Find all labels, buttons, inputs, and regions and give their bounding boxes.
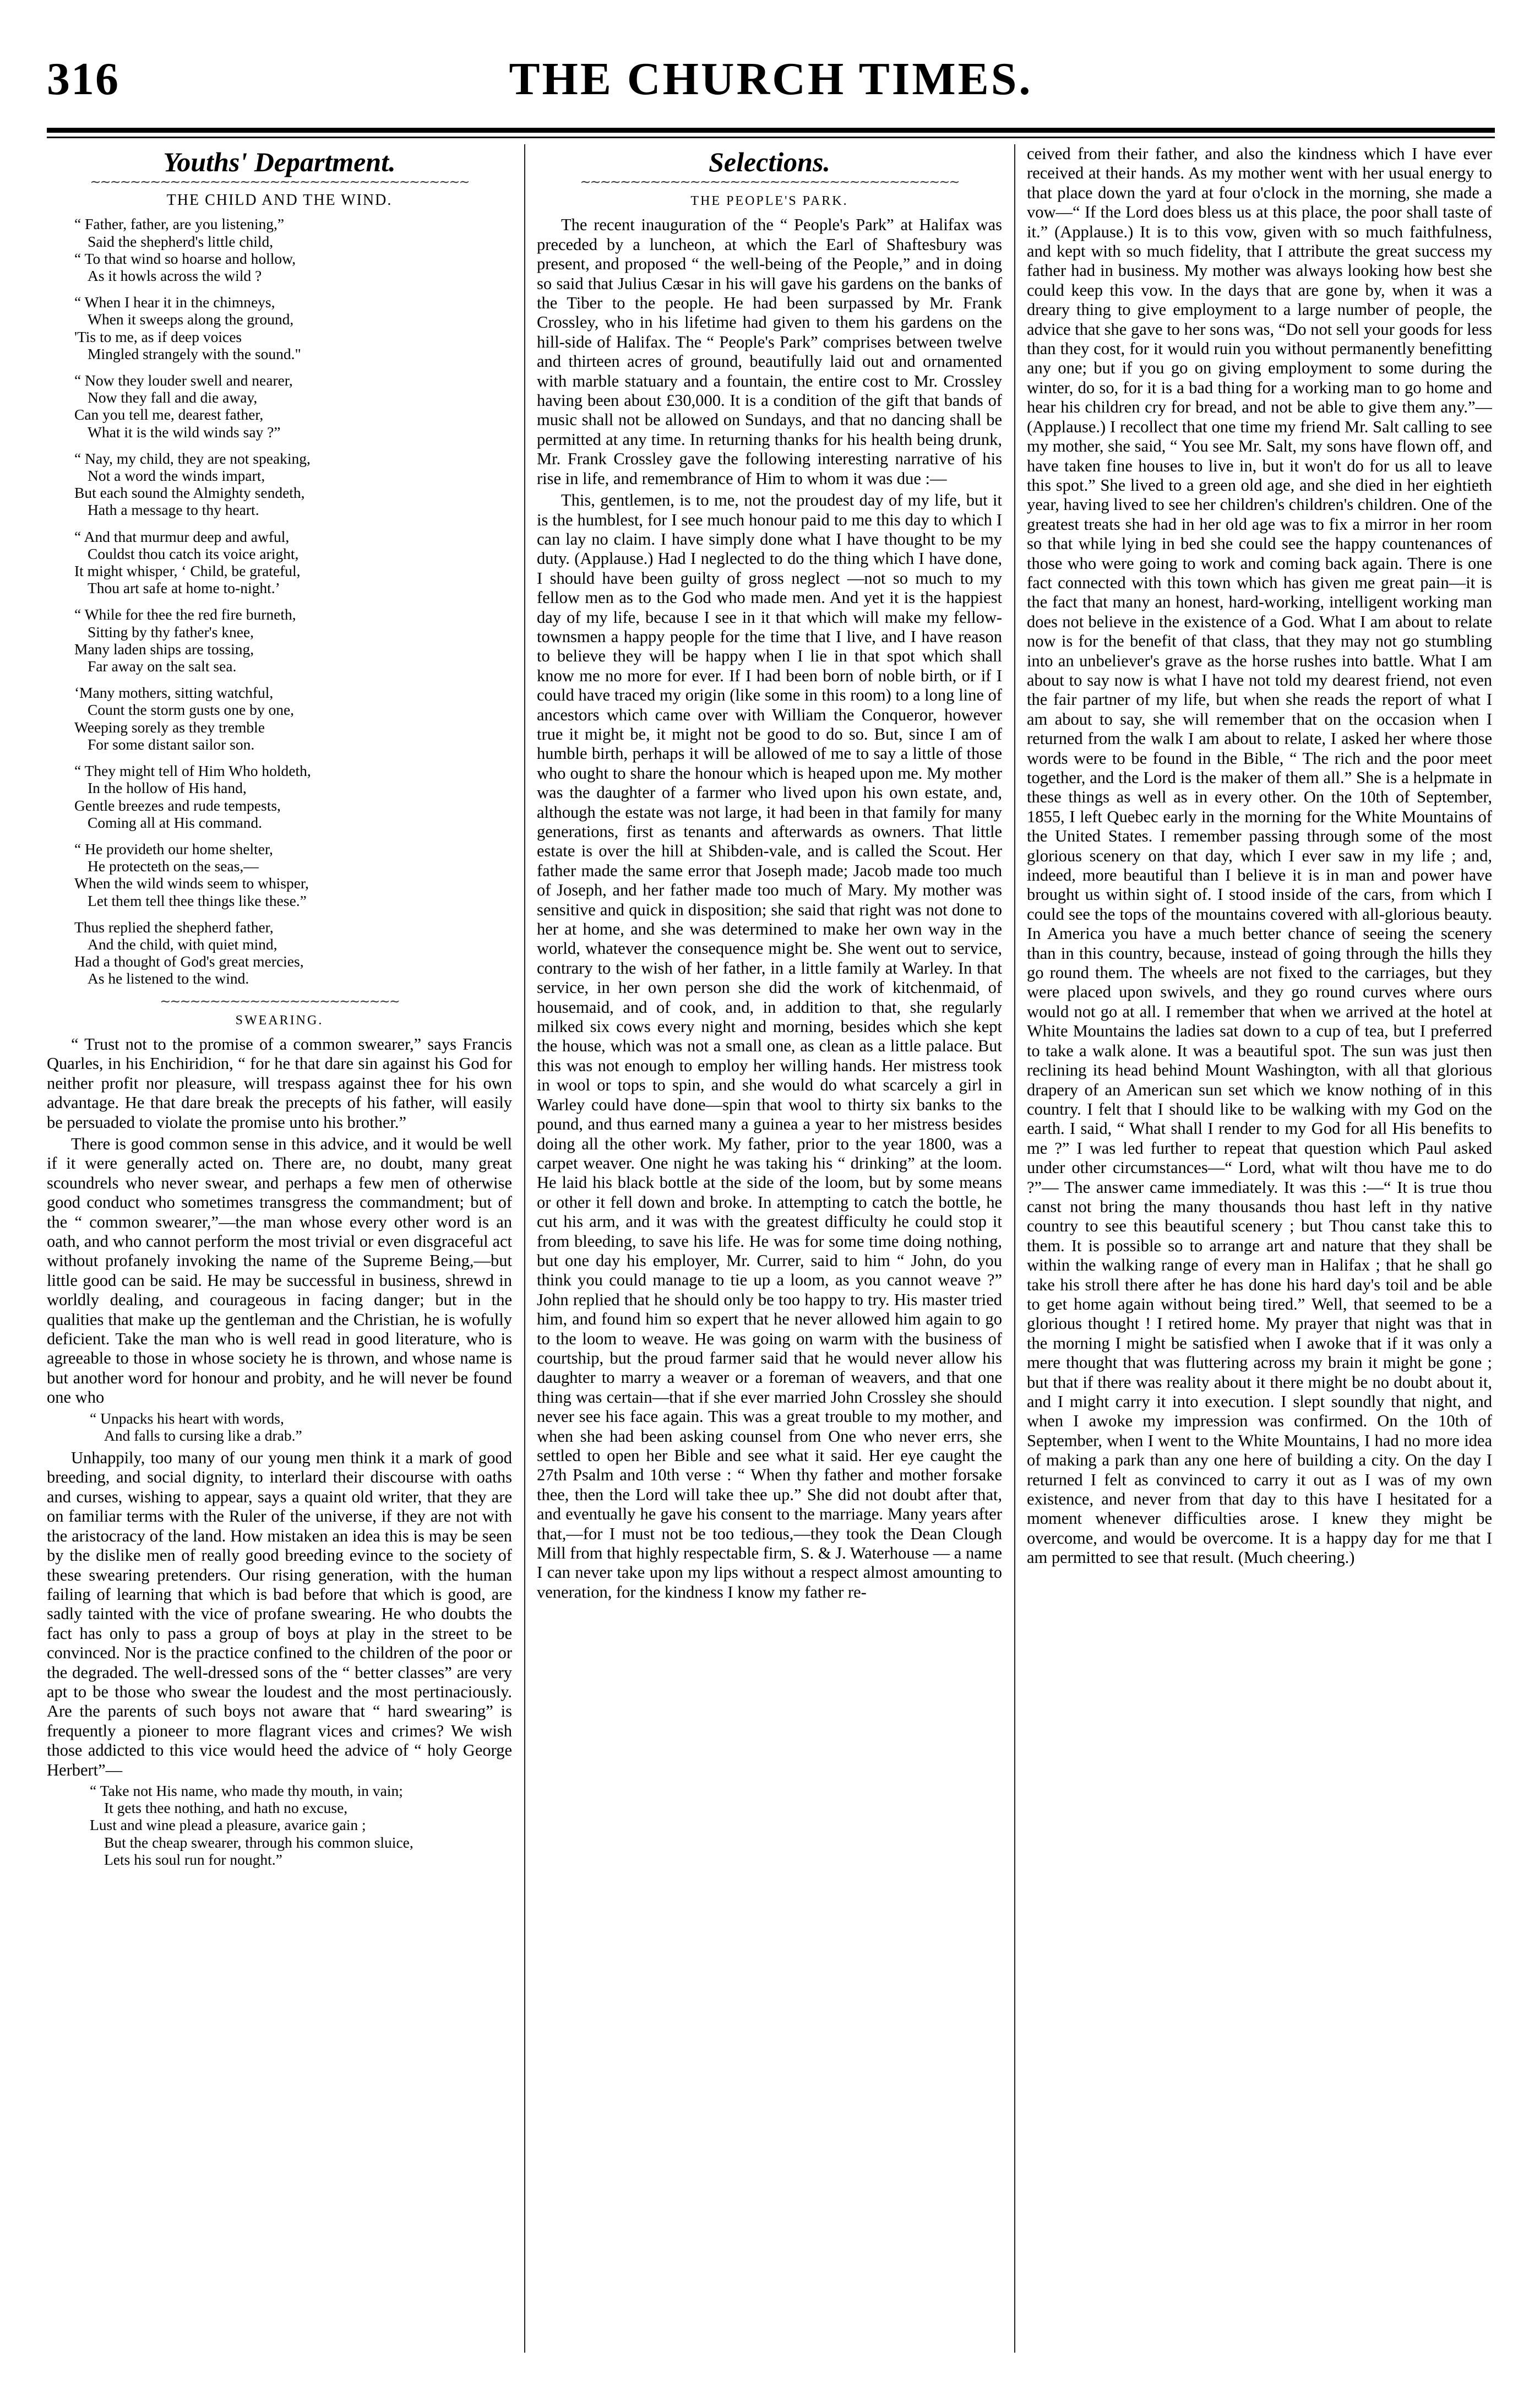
poem-line: Many laden ships are tossing, (74, 640, 254, 658)
quote-line: Lust and wine plead a pleasure, avarice gain ; (90, 1816, 366, 1834)
poem-line: In the hollow of His hand, (88, 779, 247, 797)
article-paragraph: “ Trust not to the promise of a common swearer,” says Francis Quarles, in his Enchiridion, “ for he that dare sin against his God for neither profit nor pleasure, will trespass against thee for his own advantage. He that dare break the precepts of his father, will easily be persuaded to violate the promise unto his brother.” (47, 1034, 512, 1132)
article-paragraph: There is good common sense in this advice, and it would be well if it were generally acted on. There are, no doubt, many great scoundrels who never swear, and perhaps a few men of otherwise good conduct who sometimes transgress the commandment; but of the “ common swearer,”—the man whose every other word is an oath, and who cannot perform the most trivial or even disgraceful act without profanely invoking the name of the Supreme Being,—but little good can be said. He may be successful in business, shrewd in worldly dealing, and courageous in facing danger; but in the qualities that make up the gentleman and the Christian, he is wofully deficient. Take the man who is well read in good literature, who is agreeable to those in whose society he is thrown, and whose name is but another word for honour and probity, and he will never be found one who (47, 1134, 512, 1407)
article-paragraph: Unhappily, too many of our young men think it a mark of good breeding, and social dignity, to interlard their discourse with oaths and curses, wishing to appear, says a quaint old writer, that they are on familiar terms with the Ruler of the universe, if they are not with the aristocracy of the land. How mistaken an idea this is may be seen by the dislike men of really good breeding evince to the society of these swearing pretenders. Our rising generation, with the human failing of learning that which is bad before that which is good, are sadly tainted with the vice of profane swearing. He who doubts the fact has only to pass a group of boys at play in the street to be convinced. Nor is the practice confined to the children of the poor or the degraded. The well-dressed sons of the “ better classes” are very apt to be those who swear the loudest and the most pertinaciously. Are the parents of such boys not aware that “ hard swearing” is frequently a pioneer to more flagrant vices and crimes? We wish those addicted to this vice would heed the advice of “ holy George Herbert”— (47, 1448, 512, 1779)
masthead-rule-thick (47, 128, 1495, 133)
poem-line: Can you tell me, dearest father, (74, 406, 264, 423)
poem (47, 215, 512, 987)
poem-stanza (47, 919, 512, 987)
poem-line: Had a thought of God's great mercies, (74, 953, 304, 970)
poem-line: 'Tis to me, as if deep voices (74, 328, 242, 345)
poem-line: What it is the wild winds say ?” (88, 423, 281, 441)
poem-line: “ Father, father, are you listening,” (74, 215, 285, 233)
poem-line: Couldst thou catch its voice aright, (88, 545, 299, 562)
column-continuation (1027, 144, 1492, 2353)
poem-line: “ And that murmur deep and awful, (74, 528, 290, 545)
poem-line: ‘Many mothers, sitting watchful, (74, 684, 274, 702)
quote-line: “ Take not His name, who made thy mouth, in vain; (90, 1782, 403, 1799)
poem-line: And the child, with quiet mind, (88, 935, 277, 953)
poem-line: Thou art safe at home to-night.’ (88, 579, 280, 597)
poem-line: Gentle breezes and rude tempests, (74, 796, 281, 814)
article-paragraph: ceived from their father, and also the kindness which I have ever received at their hands. As my mother went with her usual energy to that place down the yard at four o'clock in the morning, she made a vow—“ If the Lord does bless us at this place, the poor shall taste of it.” (Applause.) It is to this vow, given with so much faithfulness, and kept with so much fidelity, that I attribute the great success my father had in business. My mother was always looking how best she could keep this vow. In the days that are gone by, when it was a dreary thing to give employment to a large number of people, the advice that she gave to her sons was, “Do not sell your goods for less than they cost, for it would ruin you without permanently benefitting any one; but if you go on giving employment to some during the winter, do so, for it is a bad thing for a working man to go home and hear his children cry for bread, and not be able to give them any.”—(Applause.) I recollect that one time my friend Mr. Salt calling to see my mother, she said, “ You see Mr. Salt, my sons have flown off, and have taken fine houses to live in, but it won't do for us all to leave this spot.” She lived to a green old age, and she died in her eightieth year, having lived to see her children's children's children. One of the greatest treats she had in her old age was to fix a mirror in her room so that while lying in bed she could see the happy countenances of those who were going to work and coming back again. There is one fact connected with this town which has given me great pain—it is the fact that many an honest, hard-working, intelligent working man does not believe in the existence of a God. What I am about to relate now is for the benefit of that class, that they may not go stumbling into an unbeliever's grave as the horse rushes into battle. What I am about to say now is what I have not told my dearest friend, not even the fair partner of my life, but when she reads the report of what I am about to say, she will remember that on the occasion when I returned from the walk I am about to relate, I asked her where those words were to be found in the Bible, “ The rich and the poor meet together, and the Lord is the maker of them all.” She is a helpmate in these things as well as in every other. On the 10th of September, 1855, I left Quebec early in the morning for the White Mountains of the United States. I remember passing through some of the most glorious scenery on that day, which I ever saw in my life ; and, indeed, more beautiful than I believe it is in man and power have brought us within sight of. I stood inside of the cars, from which I could see the tops of the mountains covered with all-glorious beauty. In America you have a much better chance of seeing the scenery than in this country, because, instead of going through the hills they go round them. The wheels are not fixed to the carriages, but they were placed upon swivels, and they go round curves where ours would not go at all. I remember that when we arrived at the hotel at White Mountains the ladies sat down to a cup of tea, but I preferred to take a walk alone. It was a beautiful spot. The sun was just then reclining its head behind Mount Washington, with all that glorious drapery of an American sun set which we know nothing of in this country. I felt that I should like to be walking with my God on the earth. I said, “ What shall I render to my God for all His benefits to me ?” I was led further to repeat that question which Paul asked under other circumstances—“ Lord, what wilt thou have me to do ?”— The answer came immediately. It was this :—“ It is true thou canst not bring the many thousands thou hast left in thy native country to see this beautiful scenery ; but Thou canst take this to them. It is possible so to arrange art and nature that they shall be within the walking range of every man in Halifax ; that he shall go take his stroll there after he has done his hard day's toil and be able to get home again without being tired.” Well, that seemed to be a glorious thought ! I retired home. My prayer that night was that in the morning I might be satisfied when I awoke that if it was only a mere thought that was fluttering across my brain it might be gone ; but that if there was reality about it there might be no doubt about it, and I might carry it into execution. I slept soundly that night, and when I awoke my impression was confirmed. On the 10th of September, when I went to the White Mountains, I had no more idea of making a park than any one here of building a city. On the day I returned I felt as convinced to carry it out as I was of my own existence, and never from that day to this have I hesitated for a moment whenever difficulties arose. I knew they might be overcome, and would be overcome. It is a happy day for me that I am permitted to see that result. (Much cheering.) (1027, 144, 1492, 1567)
column-divider (524, 144, 525, 2353)
poem-stanza (47, 528, 512, 597)
poem-line: It might whisper, ‘ Child, be grateful, (74, 562, 301, 580)
poem-line: “ When I hear it in the chimneys, (74, 294, 275, 311)
poem-title: THE CHILD AND THE WIND. (166, 192, 393, 209)
poem-line: As it howls across the wild ? (88, 267, 262, 285)
poem-stanza (47, 372, 512, 441)
poem-stanza (47, 215, 512, 284)
article-paragraph: The recent inauguration of the “ People's Park” at Halifax was preceded by a luncheon, at which the Earl of Shaftesbury was present, and proposed “ the well-being of the People,” and in doing so said that Julius Cæsar in his will gave his gardens on the banks of the Tiber to the people. He had been surpassed by Mr. Frank Crossley, who in his lifetime had given to them his gardens on the hill-side of Halifax. The “ People's Park” comprises between twelve and thirteen acres of ground, beautifully laid out and ornamented with marble statuary and a fountain, the entire cost to Mr. Crossley having been about £30,000. It is a condition of the gift that bands of music shall not be allowed on Sundays, and that no dancing shall be permitted at any time. In returning thanks for his health being drunk, Mr. Frank Crossley gave the following interesting narrative of his rise in life, and remembrance of Him to whom it was due :— (537, 215, 1002, 488)
poem-line: When the wild winds seem to whisper, (74, 875, 309, 892)
poem-line: “ To that wind so hoarse and hollow, (74, 249, 296, 267)
column-divider (1014, 144, 1015, 2353)
page-number: 316 (47, 53, 119, 105)
poem-line: “ They might tell of Him Who holdeth, (74, 762, 311, 780)
newspaper-title: THE CHURCH TIMES. (509, 53, 1033, 105)
poem-stanza (47, 450, 512, 519)
poem-line: Far away on the salt sea. (88, 658, 237, 675)
poem-line: Coming all at His command. (88, 813, 262, 831)
article-paragraph: This, gentlemen, is to me, not the proudest day of my life, but it is the humblest, for I see much honour paid to me this day to which I can lay no claim. I have simply done what I have thought to be my duty. (Applause.) Had I neglected to do the thing which I have done, I should have been guilty of gross neglect —not so much to my fellow men as to the God who made men. And yet it is the happiest day of my life, because I see in it that which will make my fellow-townsmen a happy people for the time that I live, and I have reason to believe they will be happy when I lie in that spot which shall know me no more for ever. If I had been born of noble birth, or if I could have traced my origin (like some in this room) to a long line of ancestors which came over with William the Conqueror, however true it might be, it might not be good to do so. But, since I am of humble birth, perhaps it will be allowed of me to say a little of those who ought to share the honour which is heaped upon me. My mother was the daughter of a farmer who lived upon his own estate, and, although the estate was not large, it had been in that family for many generations, first as tenants and afterwards as owners. That little estate is over the hill at Shibden-vale, and is called the Scout. Her father made the same error that Joseph made; Jacob made too much of Joseph, and her father made too much of Mary. My mother was sensitive and quick in disposition; she said that right was not done to her at home, and she was determined to make her own way in the world, whatever the consequence might be. She went out to service, contrary to the wish of her father, in a little family at Warley. In that service, in her own person she did the work of kitchenmaid, of housemaid, and of cook, and, in addition to that, she regularly milked six cows every night and morning, besides which she kept the house, which was not a small one, as clean as a little palace. But this was not enough to employ her willing hands. Her mistress took in wool or tops to spin, and she would do what scarcely a girl in Warley could have done—spin that wool to thirty six banks to the pound, and thus earned many a guinea a year to her mistress besides doing all the other work. My father, prior to the year 1800, was a carpet weaver. One night he was taking his “ drinking” at the loom. He laid his black bottle at the side of the loom, but by some means or other it fell down and broke. In attempting to catch the bottle, he cut his arm, and it was with the greatest difficulty he could stop it from bleeding, to save his life. He was for some time doing nothing, but one day his employer, Mr. Currer, said to him “ John, do you think you could manage to tie up a loom, as you cannot weave ?” John replied that he should only be too happy to try. His master tried him, and found him so expert that he never allowed him again to go to the loom to weave. He was going on warm with the business of courtship, but the proud farmer said that he would never allow his daughter to marry a weaver or a foreman of weavers, and that one thing was certain—that if she ever married John Crossley she should never see his face again. This was a great trouble to my mother, and when she had been asking counsel from One who never errs, she settled to open her Bible and see what it said. Her eye caught the 27th Psalm and 10th verse : “ When thy father and mother forsake thee, then the Lord will take thee up.” She did not doubt after that, and eventually he gave his consent to the marriage. Many years after that,—for I must not be too tedious,—they took the Dean Clough Mill from that highly respectable firm, S. & J. Waterhouse — a name I can never take upon my lips without a respect almost amounting to veneration, for the kindness I know my father re- (537, 491, 1002, 1601)
poem-line: But each sound the Almighty sendeth, (74, 484, 305, 502)
quote-line: And falls to cursing like a drab.” (104, 1426, 302, 1444)
ornamental-rule: ∼∼∼∼∼∼∼∼∼∼∼∼∼∼∼∼∼∼∼∼∼∼∼∼ (160, 996, 399, 1007)
poem-stanza (47, 684, 512, 753)
block-quote (47, 1410, 512, 1444)
poem-stanza (47, 840, 512, 909)
poem-line: “ While for thee the red fire burneth, (74, 606, 296, 623)
poem-line: “ He provideth our home shelter, (74, 840, 273, 857)
block-quote (47, 1782, 512, 1868)
section-heading: Youths' Department. (163, 146, 396, 177)
ornamental-rule: ∼∼∼∼∼∼∼∼∼∼∼∼∼∼∼∼∼∼∼∼∼∼∼∼∼∼∼∼∼∼∼∼∼∼∼∼∼∼ (580, 177, 959, 187)
column-youths-department (47, 144, 512, 2353)
poem-line: When it sweeps along the ground, (88, 311, 294, 328)
poem-line: Not a word the winds impart, (88, 467, 265, 485)
masthead-rule-thin (47, 137, 1495, 138)
masthead (47, 52, 1495, 118)
poem-line: Now they fall and die away, (88, 389, 258, 406)
poem-stanza (47, 606, 512, 675)
poem-line: As he listened to the wind. (88, 970, 249, 987)
poem-line: For some distant sailor son. (88, 735, 255, 753)
article-title: SWEARING. (235, 1013, 324, 1028)
article-title: THE PEOPLE'S PARK. (690, 194, 848, 208)
poem-line: Hath a message to thy heart. (88, 501, 259, 519)
poem-line: Sitting by thy father's knee, (88, 623, 254, 640)
ornamental-rule: ∼∼∼∼∼∼∼∼∼∼∼∼∼∼∼∼∼∼∼∼∼∼∼∼∼∼∼∼∼∼∼∼∼∼∼∼∼∼ (90, 177, 469, 187)
poem-line: He protecteth on the seas,— (88, 857, 259, 875)
poem-line: Count the storm gusts one by one, (88, 701, 295, 719)
poem-line: “ Nay, my child, they are not speaking, (74, 449, 311, 467)
quote-line: It gets thee nothing, and hath no excuse, (104, 1799, 348, 1817)
quote-line: But the cheap swearer, through his common sluice, (104, 1833, 413, 1851)
poem-line: Said the shepherd's little child, (88, 232, 274, 250)
section-heading: Selections. (709, 146, 830, 177)
poem-line: Mingled strangely with the sound." (88, 345, 301, 362)
column-selections (537, 144, 1002, 2353)
poem-stanza (47, 762, 512, 831)
quote-line: “ Unpacks his heart with words, (90, 1409, 284, 1427)
poem-line: Weeping sorely as they tremble (74, 718, 265, 736)
poem-line: Thus replied the shepherd father, (74, 918, 274, 936)
poem-line: “ Now they louder swell and nearer, (74, 372, 293, 389)
quote-line: Lets his soul run for nought.” (104, 1850, 282, 1868)
poem-line: Let them tell thee things like these.” (88, 892, 307, 909)
poem-stanza (47, 294, 512, 362)
